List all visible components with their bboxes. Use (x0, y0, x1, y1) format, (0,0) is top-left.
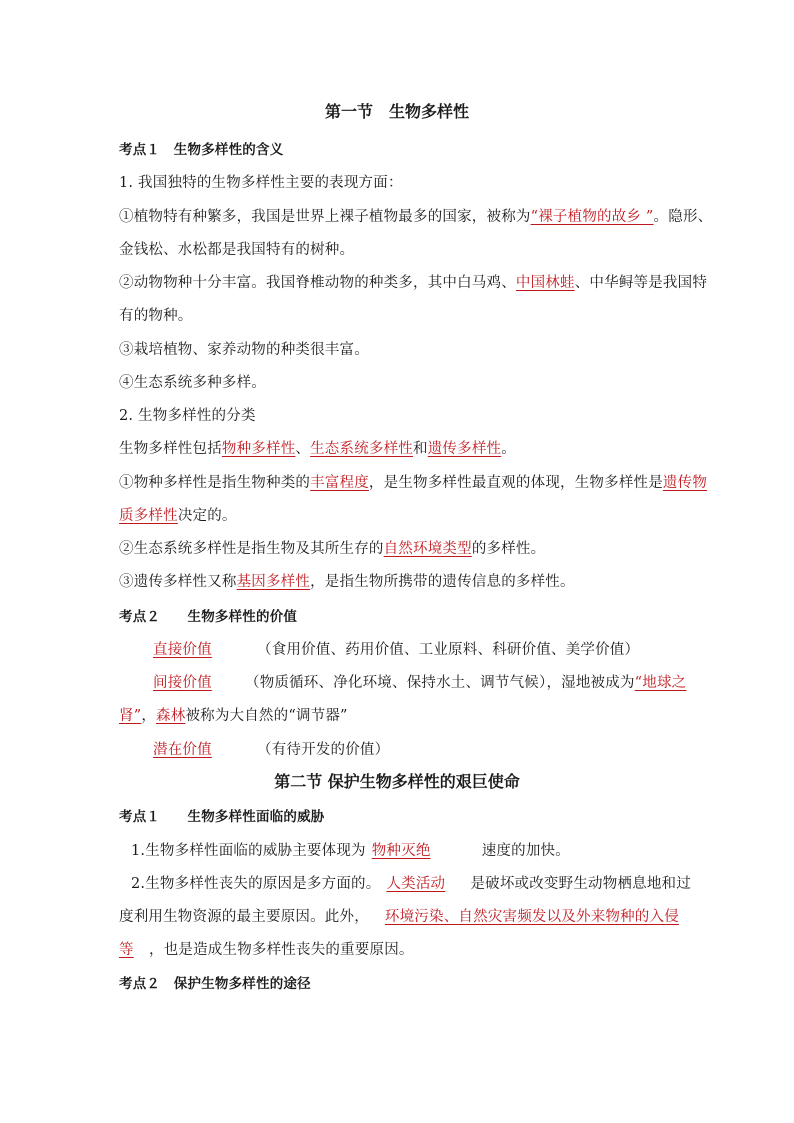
text: （物质循环、净化环境、保持水土、调节气候），湿地被成为 (245, 675, 635, 691)
text: ③遗传多样性又称 (119, 574, 237, 590)
answer-blank: 人类活动 (386, 876, 446, 892)
answer-blank: 遗传多样性 (427, 441, 502, 457)
text: 。隐形、 (653, 209, 713, 225)
s2-kp2-heading: 考点２ 保护生物多样性的途径 (119, 976, 311, 992)
text: 的多样性。 (471, 541, 546, 557)
paragraph-animals (119, 273, 707, 293)
value-indirect (143, 673, 686, 693)
value-indirect-cont (119, 706, 348, 726)
text: ②动物物种十分丰富。我国脊椎动物的种类多，其中白马鸡、 (119, 275, 516, 291)
text: 、中华鲟等是我国特 (574, 275, 708, 291)
answer-blank: 遗传物 (662, 475, 708, 491)
q2-heading: 2. 生物多样性的分类 (119, 408, 256, 424)
section2-title: 第二节 保护生物多样性的艰巨使命 (274, 772, 520, 791)
answer-blank: 潜在价值 (153, 742, 212, 758)
answer-blank: “裸子植物的故乡 ” (530, 209, 654, 225)
answer-blank: 肾” (119, 708, 142, 724)
text: ，也是造成生物多样性丧失的重要原因。 (149, 942, 414, 958)
paragraph-classification (119, 439, 516, 459)
paragraph-animals-cont: 有的物种。 (119, 308, 193, 324)
answer-blank: 中国林蛙 (515, 275, 575, 291)
paragraph-plants-cont: 金钱松、水松都是我国特有的树种。 (119, 242, 355, 258)
answer-blank: “地球之 (634, 675, 687, 691)
text: 和 (413, 441, 428, 457)
kp2-heading: 考点２ 生物多样性的价值 (119, 609, 298, 625)
answer-blank: 物种灭绝 (371, 843, 431, 859)
text: 2.生物多样性丧失的原因是多方面的。 (131, 876, 381, 892)
threat-paragraph-2 (131, 874, 691, 894)
paragraph-species-diversity-cont (119, 506, 237, 526)
text: ， (141, 708, 157, 724)
threat-paragraph-2-end (119, 940, 414, 960)
threat-paragraph-1 (131, 841, 570, 861)
text: 生物多样性包括 (119, 441, 222, 457)
text: ①植物特有种繁多，我国是世界上裸子植物最多的国家，被称为 (119, 209, 531, 225)
s2-kp1-heading: 考点１ 生物多样性面临的威胁 (119, 809, 325, 825)
text: ，是生物多样性最直观的体现，生物多样性是 (368, 475, 663, 491)
answer-blank: 环境污染、自然灾害频发以及外来物种的入侵 (384, 909, 679, 925)
text: ②生态系统多样性是指生物及其所生存的 (119, 541, 384, 557)
text: 被称为大自然的“调节器” (185, 708, 348, 724)
answer-blank: 物种多样性 (221, 441, 296, 457)
text: ，是指生物所携带的遗传信息的多样性。 (310, 574, 575, 590)
q1-heading: 1. 我国独特的生物多样性主要的表现方面： (119, 175, 403, 191)
text: （食用价值、药用价值、工业原料、科研价值、美学价值） (257, 642, 640, 658)
threat-paragraph-2-cont (119, 907, 679, 927)
section1-title: 第一节 生物多样性 (324, 102, 469, 121)
value-direct (143, 640, 639, 660)
answer-blank: 直接价值 (153, 642, 212, 658)
answer-blank: 质多样性 (119, 508, 178, 524)
value-potential (143, 740, 389, 760)
answer-blank: 丰富程度 (310, 475, 369, 491)
kp1-heading: 考点１ 生物多样性的含义 (119, 142, 284, 158)
text: 、 (295, 441, 311, 457)
paragraph-plants (119, 207, 712, 227)
answer-blank: 森林 (156, 708, 186, 724)
text: ①物种多样性是指生物种类的 (119, 475, 311, 491)
text: 度利用生物资源的最主要原因。此外， (119, 909, 369, 925)
text: 速度的加快。 (481, 843, 570, 859)
answer-blank: 生态系统多样性 (310, 441, 414, 457)
paragraph-genetic-diversity (119, 572, 575, 592)
answer-blank: 自然环境类型 (383, 541, 472, 557)
text: 。 (501, 441, 516, 457)
answer-blank: 基因多样性 (236, 574, 311, 590)
answer-blank: 间接价值 (153, 675, 212, 691)
paragraph-ecosystems: ④生态系统多种多样。 (119, 375, 266, 391)
text: 是破坏或改变野生动物栖息地和过 (470, 876, 691, 892)
text: （有待开发的价值） (257, 742, 390, 758)
paragraph-ecosystem-diversity (119, 539, 545, 559)
paragraph-species-diversity (119, 473, 707, 493)
paragraph-cultivated: ③栽培植物、家养动物的种类很丰富。 (119, 342, 369, 358)
text: 决定的。 (177, 508, 237, 524)
text: 1.生物多样性面临的威胁主要体现为 (131, 843, 366, 859)
answer-blank: 等 (119, 942, 134, 958)
